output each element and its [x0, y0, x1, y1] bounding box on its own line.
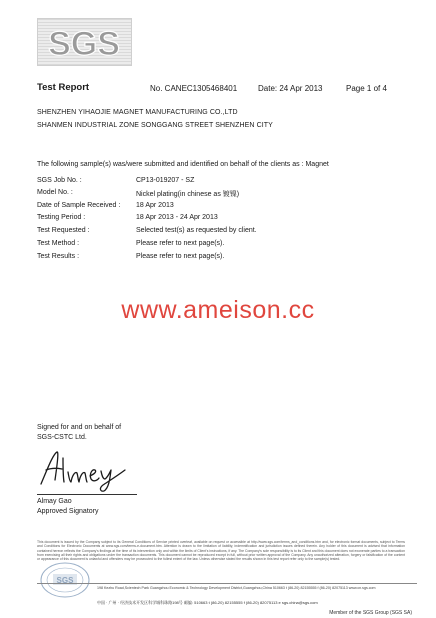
field-row	[37, 177, 397, 188]
field-row	[37, 214, 397, 225]
field-label: Model No. :	[37, 189, 73, 196]
client-address: SHANMEN INDUSTRIAL ZONE SONGGANG STREET SHENZHEN CITY	[37, 122, 273, 129]
report-number: No. CANEC1305468401	[150, 84, 238, 93]
client-name: SHENZHEN YIHAOJIE MAGNET MANUFACTURING CO.,LTD	[37, 109, 238, 116]
field-label: Testing Period :	[37, 214, 86, 221]
report-title: Test Report	[37, 82, 90, 93]
field-value: CP13-019207 - SZ	[136, 177, 195, 184]
field-row	[37, 202, 397, 213]
field-label: Test Results :	[37, 253, 80, 260]
field-value: Selected test(s) as requested by client.	[136, 227, 257, 234]
field-label: SGS Job No. :	[37, 177, 82, 184]
field-label: Date of Sample Received :	[37, 202, 121, 209]
field-value: 18 Apr 2013	[136, 202, 174, 209]
footer-address-en: 198 Kezhu Road,Scientech Park Guangzhou Economic & Technology Development District,Guangzhou,China 510663 t (86-20) 82155555 f (86-20) 82075113 www.cn.sgs.com	[97, 586, 376, 590]
signature-line	[37, 494, 137, 495]
report-date: Date: 24 Apr 2013	[258, 84, 323, 93]
field-row	[37, 189, 397, 200]
field-value: Please refer to next page(s).	[136, 253, 225, 260]
field-row	[37, 240, 397, 251]
field-row	[37, 253, 397, 264]
signatory-title: Approved Signatory	[37, 508, 99, 515]
signatory-name: Almay Gao	[37, 498, 72, 505]
intro-text: The following sample(s) was/were submitted and identified on behalf of the clients as : Magnet	[37, 161, 329, 168]
handwritten-signature	[37, 446, 137, 499]
footer-divider	[37, 583, 417, 584]
terms-fine-print: This document is issued by the Company subject to its General Conditions of Service printed overleaf, available on request or accessible at http://www.sgs.com/terms_and_conditions.htm and, for electronic format documents, subject to Terms and Conditions for Electronic Documents at www.sgs.com/terms-e-document.htm. Attention is drawn to the limitation of liability, indemnification and jurisdiction issues defined therein. Any holder of this document is advised that information contained hereon reflects the Company's findings at the time of its intervention only and within the limits of Client's instructions, if any. The Company's sole responsibility is to its Client and this document does not exonerate parties to a transaction from exercising all their rights and obligations under the transaction documents. This document cannot be reproduced except in full, without prior written approval of the Company. Any unauthorized alteration, forgery or falsification of the content or appearance of this document is unlawful and offenders may be prosecuted to the fullest extent of the law. Unless otherwise stated the results shown in this test report refer only to the sample(s) tested.	[37, 540, 405, 562]
field-value: 18 Apr 2013 - 24 Apr 2013	[136, 214, 218, 221]
stamp-logo-text: SGS	[56, 576, 74, 585]
field-value: Nickel plating(in chinese as 镀镍)	[136, 191, 240, 198]
field-row	[37, 227, 397, 238]
sgs-logo	[37, 18, 132, 66]
field-label: Test Requested :	[37, 227, 90, 234]
field-label: Test Method :	[37, 240, 80, 247]
page-number: Page 1 of 4	[346, 84, 387, 93]
signing-company: SGS-CSTC Ltd.	[37, 434, 87, 441]
footer-address-cn: 中国 · 广州 · 经济技术开发区科学城科珠路198号 邮编: 510663 t (86-20) 82155555 f (86-20) 82075113 e sgs.china@sgs.com	[97, 600, 318, 605]
signed-for-label: Signed for and on behalf of	[37, 424, 122, 431]
footer-member: Member of the SGS Group (SGS SA)	[329, 610, 412, 616]
logo-text: SGS	[48, 25, 120, 63]
sgs-stamp	[38, 560, 93, 600]
watermark-text: www.ameison.cc	[121, 296, 315, 324]
field-value: Please refer to next page(s).	[136, 240, 225, 247]
